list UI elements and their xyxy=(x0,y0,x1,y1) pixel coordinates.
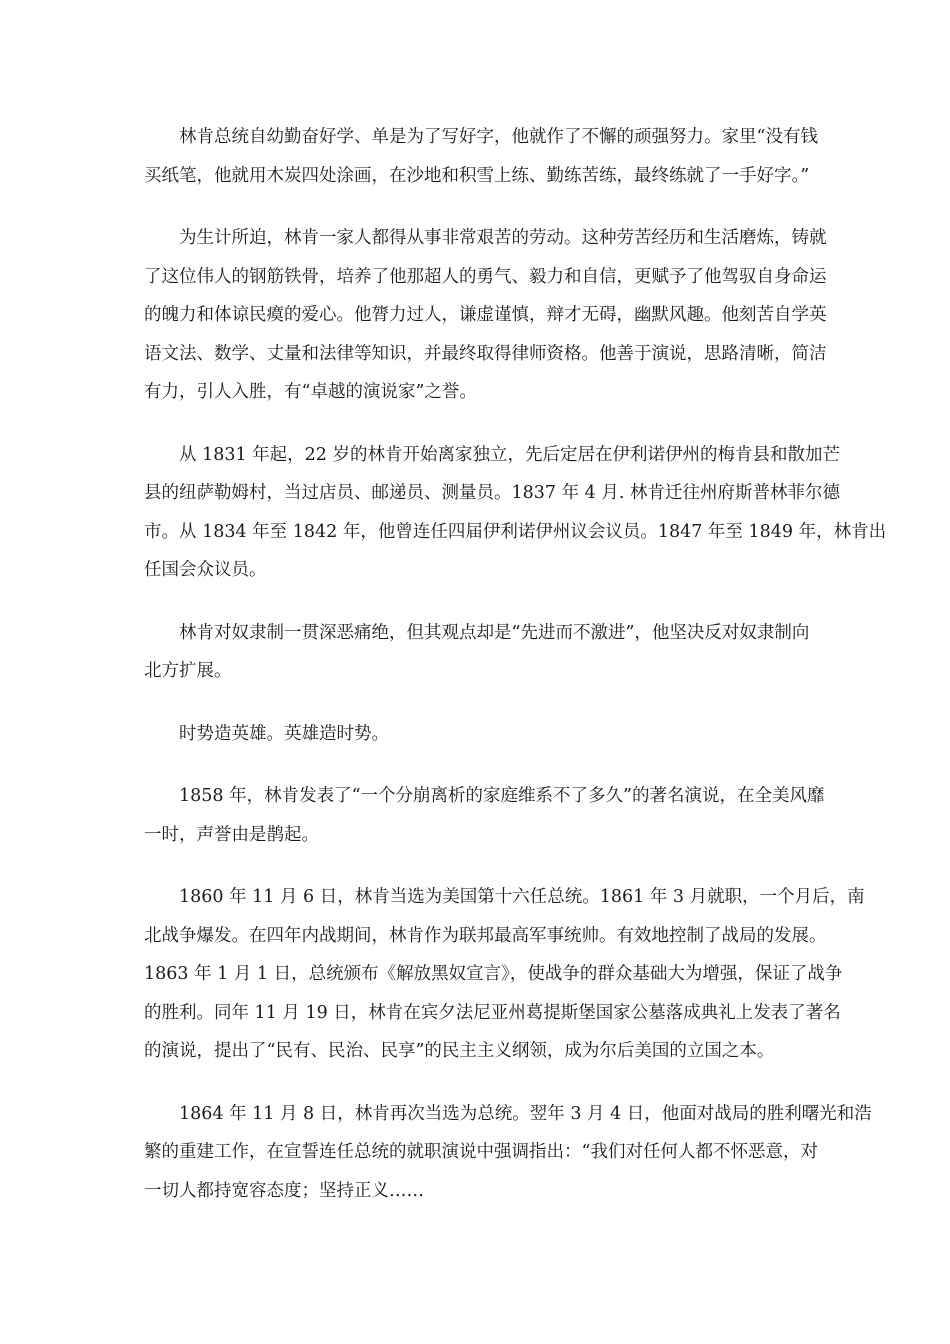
paragraph-7-line-5: 的演说，提出了“民有、民治、民享”的民主主义纲领，成为尔后美国的立国之本。 xyxy=(144,1041,775,1061)
paragraph-1-line-1: 林肯总统自幼勤奋好学、单是为了写好字，他就作了不懈的顽强努力。家里“没有钱 xyxy=(179,127,818,147)
paragraph-3 xyxy=(144,436,887,590)
paragraph-6 xyxy=(144,777,825,854)
paragraph-6-line-1: 1858 年，林肯发表了“一个分崩离析的家庭维系不了多久”的著名演说，在全美风靡 xyxy=(179,786,825,806)
paragraph-5-line-1: 时势造英雄。英雄造时势。 xyxy=(179,723,389,744)
paragraph-7-line-2: 北战争爆发。在四年内战期间，林肯作为联邦最高军事统帅。有效地控制了战局的发展。 xyxy=(144,925,827,946)
paragraph-3-line-3: 市。从 1834 年至 1842 年，他曾连任四届伊利诺伊州议会议员。1847 年至 1849 年，林肯出 xyxy=(144,521,887,542)
document-body xyxy=(144,118,887,1234)
paragraph-1-line-2: 买纸笔，他就用木炭四处涂画，在沙地和积雪上练、勤练苦练，最终练就了一手好字。” xyxy=(144,165,810,186)
paragraph-4-line-1: 林肯对奴隶制一贯深恶痛绝，但其观点却是“先进而不激进”，他坚决反对奴隶制向 xyxy=(179,622,810,643)
paragraph-2-line-4: 语文法、数学、丈量和法律等知识，并最终取得律师资格。他善于演说，思路清晰，简洁 xyxy=(144,343,827,364)
paragraph-4-line-2: 北方扩展。 xyxy=(144,661,232,681)
paragraph-6-line-2: 一时，声誉由是鹊起。 xyxy=(144,824,319,845)
paragraph-8 xyxy=(144,1095,872,1211)
paragraph-8-line-2: 繁的重建工作，在宣誓连任总统的就职演说中强调指出：“我们对任何人都不怀恶意，对 xyxy=(144,1142,818,1162)
paragraph-5 xyxy=(144,715,804,754)
paragraph-7-line-3: 1863 年 1 月 1 日，总统颁布《解放黑奴宣言》，使战争的群众基础大为增强，保证了战争 xyxy=(144,964,843,984)
paragraph-3-line-4: 任国会众议员。 xyxy=(144,560,267,580)
paragraph-7 xyxy=(144,878,865,1071)
paragraph-8-line-1: 1864 年 11 月 8 日，林肯再次当选为总统。翌年 3 月 4 日，他面对战局的胜利曙光和浩 xyxy=(179,1103,872,1124)
paragraph-2-line-2: 了这位伟人的钢筋铁骨，培养了他那超人的勇气、毅力和自信，更赋予了他驾驭自身命运 xyxy=(144,266,827,287)
paragraph-3-line-1: 从 1831 年起，22 岁的林肯开始离家独立，先后定居在伊利诺伊州的梅肯县和散加芒 xyxy=(179,444,840,465)
paragraph-2 xyxy=(144,219,827,412)
paragraph-2-line-1: 为生计所迫，林肯一家人都得从事非常艰苦的劳动。这种劳苦经历和生活磨炼，铸就 xyxy=(179,228,827,248)
paragraph-7-line-4: 的胜利。同年 11 月 19 日，林肯在宾夕法尼亚州葛提斯堡国家公墓落成典礼上发表了著名 xyxy=(144,1002,841,1023)
paragraph-7-line-1: 1860 年 11 月 6 日，林肯当选为美国第十六任总统。1861 年 3 月就职，一个月后，南 xyxy=(179,887,865,907)
paragraph-1 xyxy=(144,118,818,195)
paragraph-2-line-5: 有力，引人入胜，有“卓越的演说家”之誉。 xyxy=(144,382,477,402)
paragraph-2-line-3: 的魄力和体谅民瘼的爱心。他膂力过人，谦虚谨慎，辩才无碍，幽默风趣。他刻苦自学英 xyxy=(144,305,827,325)
paragraph-8-line-3: 一切人都持宽容态度；坚持正义…… xyxy=(144,1180,424,1201)
paragraph-4 xyxy=(144,614,810,691)
paragraph-3-line-2: 县的纽萨勒姆村，当过店员、邮递员、测量员。1837 年 4 月. 林肯迁往州府斯普林菲尔德 xyxy=(144,483,840,503)
